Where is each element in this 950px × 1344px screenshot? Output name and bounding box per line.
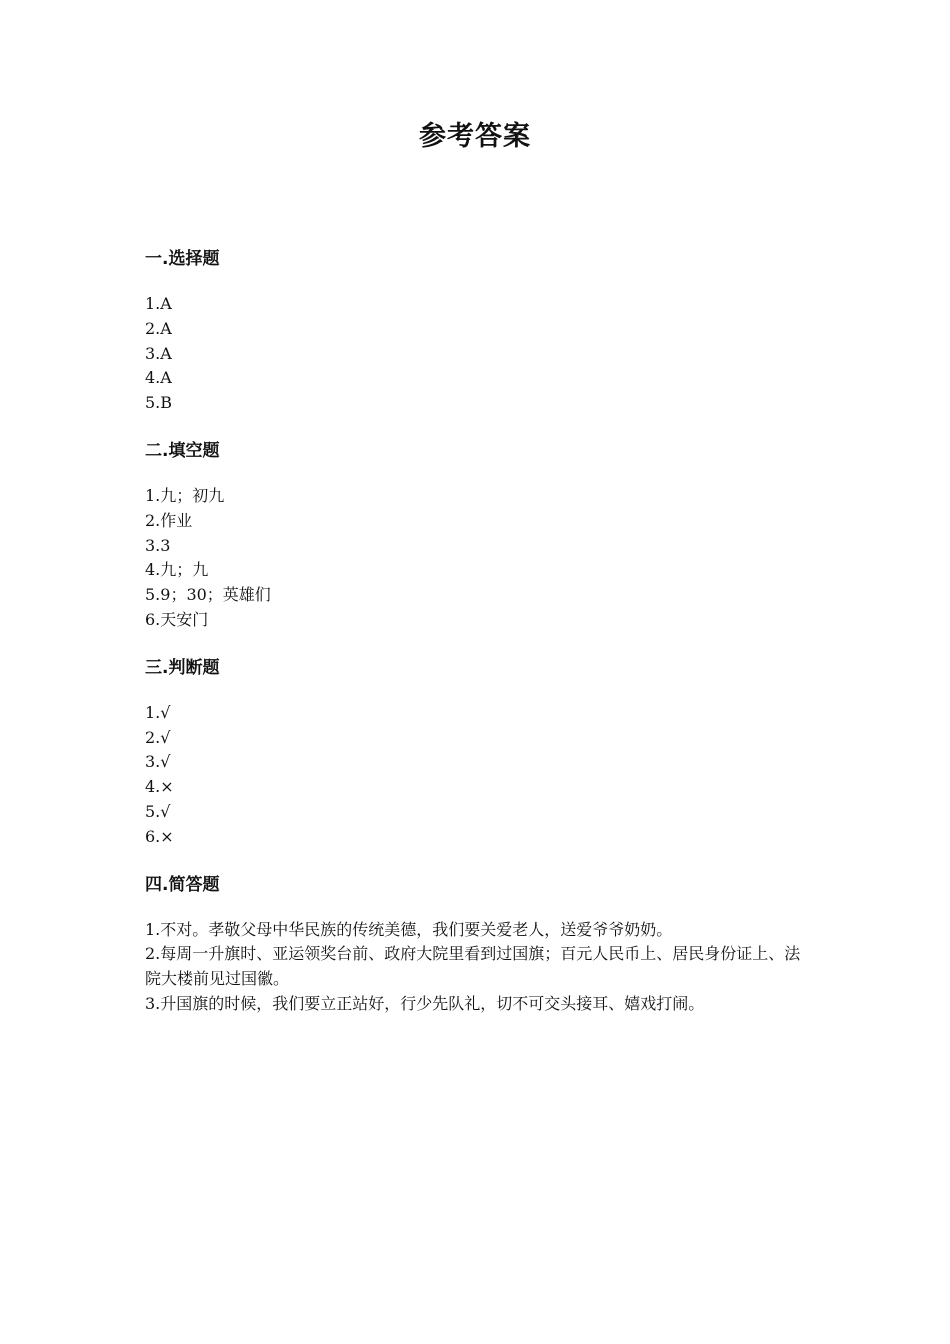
answer-item: 3.3 [145, 535, 171, 555]
true-false-answers [145, 701, 805, 850]
section-heading-true-false: 三.判断题 [145, 657, 220, 678]
multiple-choice-answers [145, 292, 805, 416]
answer-item: 1.A [145, 294, 172, 313]
section-heading-short-answer: 四.简答题 [145, 874, 220, 895]
answer-item: 6.天安门 [145, 609, 209, 629]
answer-item: 2.每周一升旗时、亚运领奖台前、政府大院里看到过国旗；百元人民币上、居民身份证上、法院大楼前见过国徽。 [145, 944, 801, 989]
answer-item: 5.√ [145, 801, 171, 821]
answer-item: 5.9；30；英雄们 [145, 585, 271, 605]
section-heading-multiple-choice: 一.选择题 [145, 249, 220, 269]
section-heading-fill-in-blank: 二.填空题 [145, 440, 220, 461]
fill-in-blank-answers [145, 484, 805, 633]
answer-item: 1.不对。孝敬父母中华民族的传统美德，我们要关爱老人，送爱爷爷奶奶。 [145, 919, 673, 939]
page-title: 参考答案 [419, 121, 531, 152]
answer-content [145, 246, 805, 1039]
answer-item: 1.√ [145, 702, 171, 722]
answer-item: 3.√ [145, 752, 171, 772]
answer-item: 4.× [145, 777, 174, 797]
answer-item: 2.√ [145, 727, 171, 747]
short-answer-answers [145, 918, 805, 1017]
answer-item: 4.九；九 [145, 560, 209, 580]
answer-item: 3.升国旗的时候，我们要立正站好，行少先队礼，切不可交头接耳、嬉戏打闹。 [145, 993, 705, 1013]
answer-item: 6.× [145, 826, 174, 846]
answer-item: 3.A [145, 343, 172, 363]
answer-item: 4.A [145, 368, 172, 388]
answer-item: 1.九；初九 [145, 485, 225, 505]
answer-item: 5.B [145, 393, 173, 413]
answer-item: 2.A [145, 318, 172, 338]
answer-item: 2.作业 [145, 510, 193, 530]
